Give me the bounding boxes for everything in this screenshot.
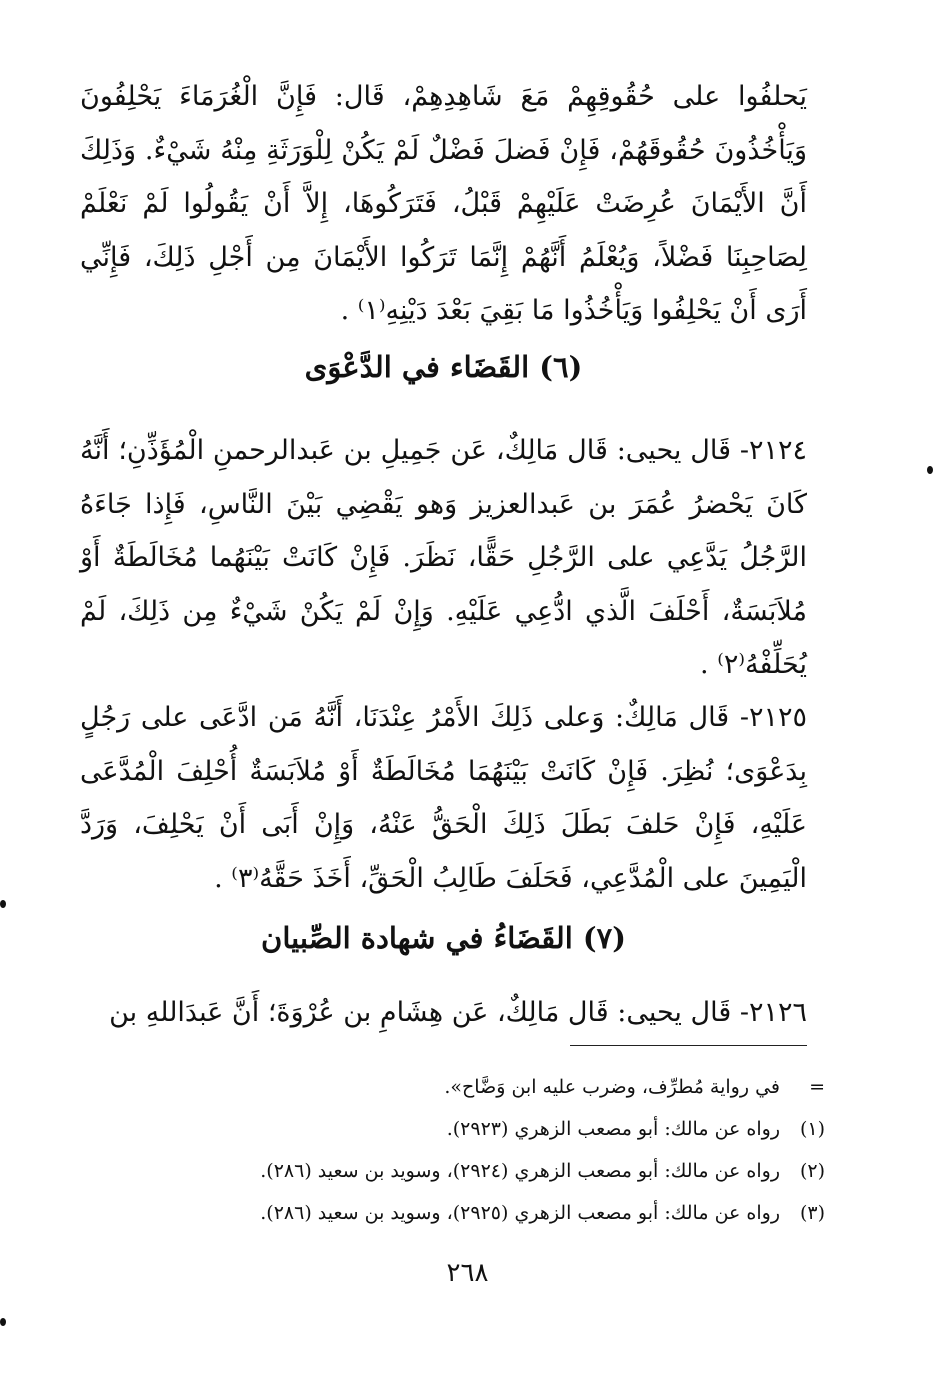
footnote-marker: (٣) xyxy=(799,1202,825,1224)
footnotes xyxy=(80,1066,825,1234)
footnote-text: في رواية مُطرِّف، وضرب عليه ابن وَضَّاح». xyxy=(444,1076,780,1098)
scan-mark xyxy=(927,466,933,474)
hadith-2125-paragraph: ٢١٢٥- قَال مَالِكٌ: وَعلى ذَلِكَ الأَمْرُ عِنْدَنَا، أَنَّهُ مَن ادَّعَى على رَجُلٍ بِدَعْوَى؛ نُظِرَ. فَإِنْ كَانَتْ بَيْنَهُمَا مُخَالَطَةٌ أَوْ مُلاَبَسَةٌ أُحْلِفَ الْمُدَّعَى عَلَيْهِ، فَإِنْ حَلفَ بَطَلَ ذَلِكَ الْحَقُّ عَنْهُ، وَإِنْ أَبَى أَنْ يَحْلِفَ، وَرَدَّ الْيَمِينَ على الْمُدَّعِي، فَحَلَفَ طَالِبُ الْحَقِّ، أَخَذَ حَقَّهُ⁽٣⁾ . xyxy=(80,702,807,894)
hadith-2126-paragraph: ٢١٢٦- قَال يحيى: قَال مَالِكٌ، عَن هِشَامِ بن عُرْوَةَ؛ أَنَّ عَبدَاللهِ بن xyxy=(109,997,807,1028)
footnote-marker: = xyxy=(809,1076,825,1098)
footnote-text: رواه عن مالك: أبو مصعب الزهري (٢٩٢٣). xyxy=(446,1118,780,1140)
hadith-2124-paragraph: ٢١٢٤- قَال يحيى: قَال مَالِكٌ، عَن جَمِيلِ بن عَبدالرحمنِ الْمُؤَذِّنِ؛ أَنَّهُ كَانَ يَحْضرُ عُمَرَ بن عَبدالعزيز وَهو يَقْضِي بَيْنَ النَّاسِ، فَإِذا جَاءَهُ الرَّجُلُ يَدَّعِي على الرَّجُلِ حَقًّا، نَظَرَ. فَإِنْ كَانَتْ بَيْنَهُما مُخَالَطَةٌ أَوْ مُلاَبَسَةٌ، أَحْلَفَ الَّذي ادُّعِي عَلَيْهِ. وَإِنْ لَمْ يَكُنْ شَيْءٌ مِن ذَلِكَ، لَمْ يُحَلِّفْهُ⁽٢⁾ . xyxy=(80,435,807,680)
intro-paragraph: يَحلفُوا على حُقُوقِهِمْ مَعَ شَاهِدِهِمْ، قَال: فَإِنَّ الْغُرَمَاءَ يَحْلِفُونَ وَيَأْخُذُونَ حُقُوقَهُمْ، فَإِنْ فَضلَ فَضْلٌ لَمْ يَكُنْ لِلْوَرَثَةِ مِنْهُ شَيْءٌ. وَذَلِكَ أَنَّ الأَيْمَانَ عُرِضَتْ عَلَيْهِمْ قَبْلُ، فَتَرَكُوهَا، إِلاَّ أَنْ يَقُولُوا لَمْ نَعْلَمْ لِصَاحِبِنَا فَضْلاً، وَيُعْلَمُ أَنَّهُمْ إِنَّمَا تَرَكُوا الأَيْمَانَ مِن أَجْلِ ذَلِكَ، فَإِنِّي أَرَى أَنْ يَحْلِفُوا وَيَأْخُذُوا مَا بَقِيَ بَعْدَ دَيْنِهِ⁽١⁾ . xyxy=(80,81,807,326)
footnote-item xyxy=(80,1066,825,1108)
footnote-text: رواه عن مالك: أبو مصعب الزهري (٢٩٢٥)، وسويد بن سعيد (٢٨٦). xyxy=(260,1202,780,1224)
page-number: ٢٦٨ xyxy=(446,1258,489,1288)
footnote-item xyxy=(80,1108,825,1150)
section-heading-7: (٧) القَضَاءُ في شهادة الصِّبيان xyxy=(261,921,626,955)
footnote-item xyxy=(80,1192,825,1234)
scan-mark xyxy=(0,1318,6,1326)
footnote-divider xyxy=(570,1045,807,1046)
footnote-text: رواه عن مالك: أبو مصعب الزهري (٢٩٢٤)، وسويد بن سعيد (٢٨٦). xyxy=(260,1160,780,1182)
footnote-item xyxy=(80,1150,825,1192)
footnote-marker: (٢) xyxy=(799,1160,825,1182)
footnote-marker: (١) xyxy=(799,1118,825,1140)
scan-mark xyxy=(0,900,6,908)
section-heading-6: (٦) القَضَاء في الدَّعْوَى xyxy=(304,350,583,384)
